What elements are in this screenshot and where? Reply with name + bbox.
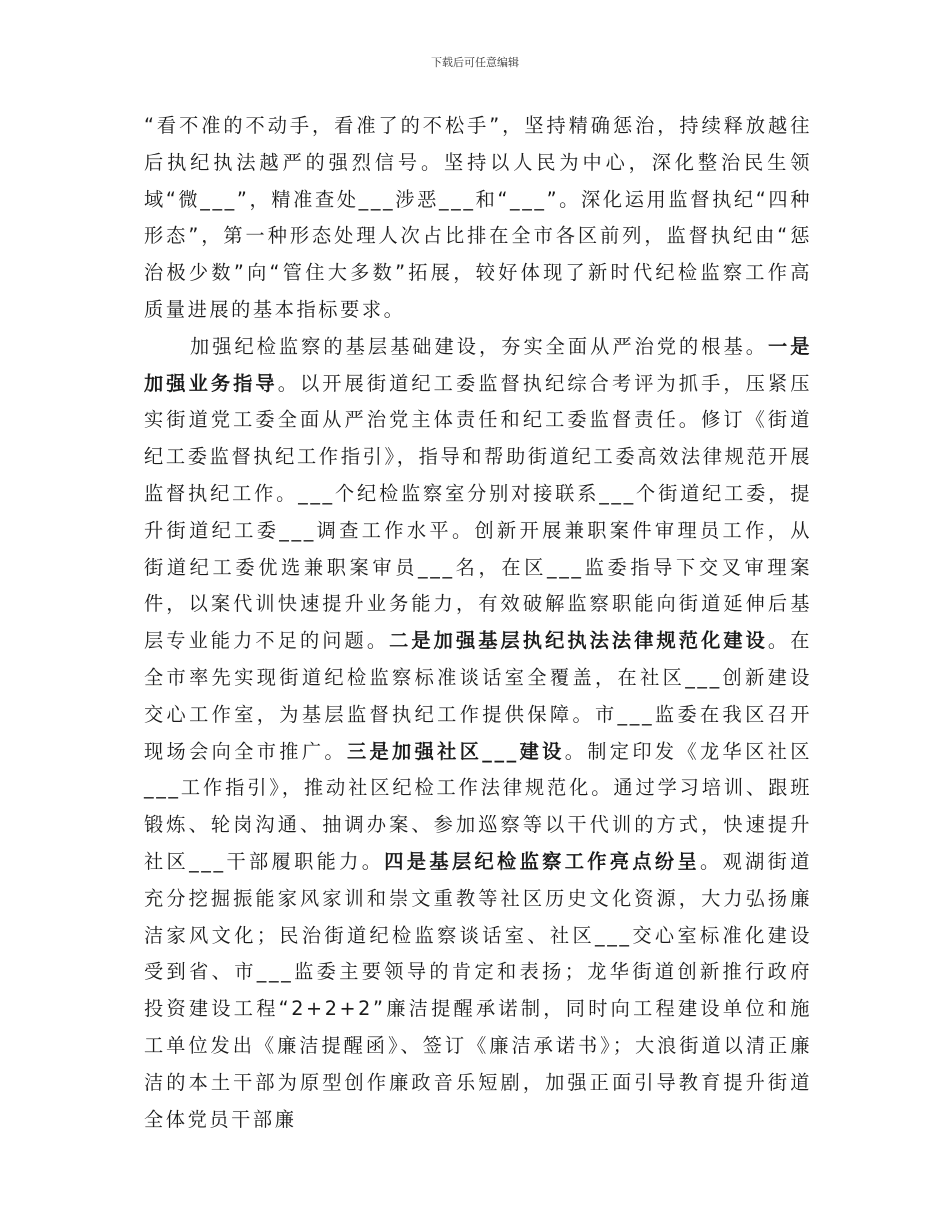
text-segment: “看不准的不动手，看准了的不松手”，坚持精确惩治，持续释放越往后执纪执法越严的强烈信号。坚持以人民为中心，深化整治民生领域“微___”，精准查处___涉恶___和“___”。深化运用监督执纪“四种形态”，第一种形态处理人次占比排在全市各区前列，监督执纪由“惩治极少数”向“管住大多数”拓展，较好体现了新时代纪检监察工作高质量进展的基本指标要求。 — [144, 114, 812, 321]
document-body — [144, 108, 812, 1138]
bold-heading-3: 三是加强社区___建设 — [346, 739, 565, 763]
paragraph-2 — [144, 329, 812, 1139]
bold-heading-1: 一是加强业务指导 — [144, 334, 812, 395]
paragraph-1 — [144, 108, 812, 329]
bold-heading-2: 二是加强基层执纪执法法律规范化建设 — [389, 629, 768, 653]
text-segment: 。在全市率先实现街道纪检监察标准谈话室全覆盖，在社区___创新建设交心工作室，为基层监督执纪工作提供保障。市___监委在我区召开现场会向全市推广。 — [144, 629, 812, 763]
bold-heading-4: 四是基层纪检监察工作亮点纷呈 — [384, 849, 701, 873]
text-segment: 加强纪检监察的基层基础建设，夯实全面从严治党的根基。 — [190, 334, 768, 358]
text-segment: 。以开展街道纪工委监督执纪综合考评为抓手，压紧压实街道党工委全面从严治党主体责任和纪工委监督责任。修订《街道纪工委监督执纪工作指引》，指导和帮助街道纪工委高效法律规范开展监督执纪工作。___个纪检监察室分别对接联系___个街道纪工委，提升街道纪工委___调查工作水平。创新开展兼职案件审理员工作，从街道纪工委优选兼职案审员___名，在区___监委指导下交叉审理案件，以案代训快速提升业务能力，有效破解监察职能向街道延伸后基层专业能力不足的问题。 — [144, 371, 812, 653]
page-header: 下载后可任意编辑 — [431, 56, 519, 69]
text-segment: 。观湖街道充分挖掘振能家风家训和崇文重教等社区历史文化资源，大力弘扬廉洁家风文化；民治街道纪检监察谈话室、社区___交心室标准化建设受到省、市___监委主要领导的肯定和表扬；龙华街道创新推行政府投资建设工程“2+2+2”廉洁提醒承诺制，同时向工程建设单位和施工单位发出《廉洁提醒函》、签订《廉洁承诺书》；大浪街道以清正廉洁的本土干部为原型创作廉政音乐短剧，加强正面引导教育提升街道全体党员干部廉 — [144, 849, 813, 1131]
text-segment: 。制定印发《龙华区社区___工作指引》，推动社区纪检工作法律规范化。通过学习培训、跟班锻炼、轮岗沟通、抽调办案、参加巡察等以干代训的方式，快速提升社区___干部履职能力。 — [144, 739, 812, 873]
